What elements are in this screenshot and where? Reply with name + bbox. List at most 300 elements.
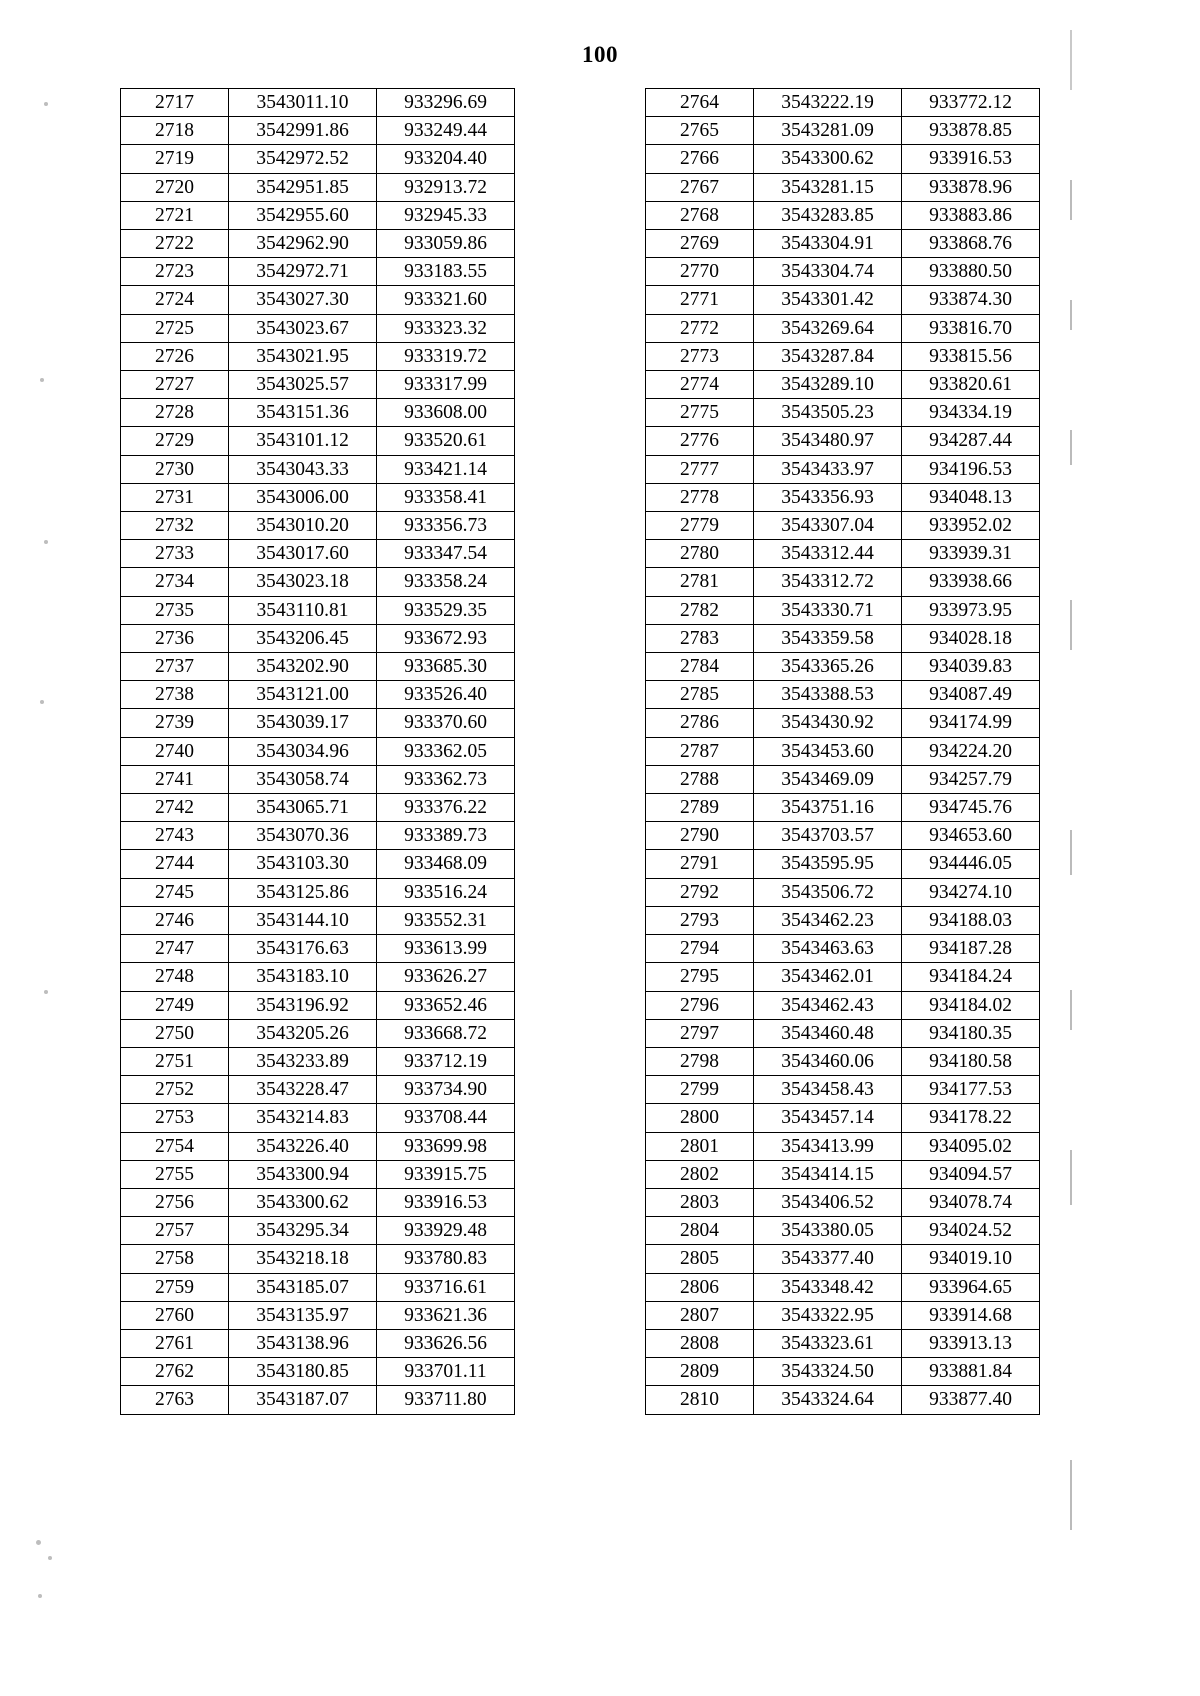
table-row (646, 145, 1040, 173)
point-id-cell: 2735 (121, 596, 229, 624)
margin-speck-2 (40, 378, 44, 382)
table-row (121, 568, 515, 596)
x-coordinate-cell: 3543281.15 (754, 173, 902, 201)
table-row (646, 512, 1040, 540)
y-coordinate-cell: 933362.05 (377, 737, 515, 765)
x-coordinate-cell: 3543506.72 (754, 878, 902, 906)
y-coordinate-cell: 934745.76 (902, 794, 1040, 822)
x-coordinate-cell: 3543287.84 (754, 342, 902, 370)
scan-edge-dash-2 (1070, 300, 1072, 330)
margin-speck-6 (36, 1540, 41, 1545)
point-id-cell: 2726 (121, 342, 229, 370)
y-coordinate-cell: 934078.74 (902, 1188, 1040, 1216)
y-coordinate-cell: 933973.95 (902, 596, 1040, 624)
table-row (646, 427, 1040, 455)
table-row (646, 1245, 1040, 1273)
y-coordinate-cell: 933626.27 (377, 963, 515, 991)
x-coordinate-cell: 3543135.97 (229, 1301, 377, 1329)
table-row (121, 1047, 515, 1075)
x-coordinate-cell: 3543023.18 (229, 568, 377, 596)
point-id-cell: 2754 (121, 1132, 229, 1160)
point-id-cell: 2805 (646, 1245, 754, 1273)
y-coordinate-cell: 933668.72 (377, 1019, 515, 1047)
table-row (121, 1386, 515, 1414)
x-coordinate-cell: 3543058.74 (229, 765, 377, 793)
point-id-cell: 2788 (646, 765, 754, 793)
point-id-cell: 2761 (121, 1329, 229, 1357)
point-id-cell: 2801 (646, 1132, 754, 1160)
x-coordinate-cell: 3543414.15 (754, 1160, 902, 1188)
margin-speck-7 (48, 1556, 52, 1560)
table-row (646, 1104, 1040, 1132)
point-id-cell: 2802 (646, 1160, 754, 1188)
table-row (121, 258, 515, 286)
margin-speck-4 (40, 700, 44, 704)
point-id-cell: 2776 (646, 427, 754, 455)
x-coordinate-cell: 3543505.23 (754, 399, 902, 427)
y-coordinate-cell: 934094.57 (902, 1160, 1040, 1188)
y-coordinate-cell: 934188.03 (902, 906, 1040, 934)
x-coordinate-cell: 3543103.30 (229, 850, 377, 878)
x-coordinate-cell: 3543480.97 (754, 427, 902, 455)
x-coordinate-cell: 3543463.63 (754, 935, 902, 963)
y-coordinate-cell: 933529.35 (377, 596, 515, 624)
y-coordinate-cell: 933916.53 (377, 1188, 515, 1216)
scan-edge-dash-5 (1070, 830, 1072, 875)
point-id-cell: 2756 (121, 1188, 229, 1216)
table-row (121, 1160, 515, 1188)
table-row (121, 935, 515, 963)
x-coordinate-cell: 3542962.90 (229, 230, 377, 258)
y-coordinate-cell: 933772.12 (902, 89, 1040, 117)
point-id-cell: 2790 (646, 822, 754, 850)
x-coordinate-cell: 3543365.26 (754, 653, 902, 681)
point-id-cell: 2774 (646, 371, 754, 399)
point-id-cell: 2798 (646, 1047, 754, 1075)
y-coordinate-cell: 933877.40 (902, 1386, 1040, 1414)
y-coordinate-cell: 934039.83 (902, 653, 1040, 681)
x-coordinate-cell: 3543151.36 (229, 399, 377, 427)
y-coordinate-cell: 934446.05 (902, 850, 1040, 878)
x-coordinate-cell: 3543458.43 (754, 1076, 902, 1104)
point-id-cell: 2750 (121, 1019, 229, 1047)
table-row (646, 399, 1040, 427)
point-id-cell: 2766 (646, 145, 754, 173)
table-row (646, 653, 1040, 681)
x-coordinate-cell: 3543301.42 (754, 286, 902, 314)
y-coordinate-cell: 933874.30 (902, 286, 1040, 314)
x-coordinate-cell: 3543703.57 (754, 822, 902, 850)
x-coordinate-cell: 3543125.86 (229, 878, 377, 906)
x-coordinate-cell: 3543413.99 (754, 1132, 902, 1160)
x-coordinate-cell: 3543110.81 (229, 596, 377, 624)
scan-edge-dash-3 (1070, 430, 1072, 465)
y-coordinate-cell: 933358.24 (377, 568, 515, 596)
x-coordinate-cell: 3543011.10 (229, 89, 377, 117)
x-coordinate-cell: 3543228.47 (229, 1076, 377, 1104)
table-row (121, 737, 515, 765)
x-coordinate-cell: 3543430.92 (754, 709, 902, 737)
table-row (121, 596, 515, 624)
x-coordinate-cell: 3543065.71 (229, 794, 377, 822)
y-coordinate-cell: 934334.19 (902, 399, 1040, 427)
table-row (646, 201, 1040, 229)
y-coordinate-cell: 933734.90 (377, 1076, 515, 1104)
table-row (646, 1217, 1040, 1245)
point-id-cell: 2807 (646, 1301, 754, 1329)
y-coordinate-cell: 933881.84 (902, 1358, 1040, 1386)
table-row (121, 1019, 515, 1047)
x-coordinate-cell: 3543469.09 (754, 765, 902, 793)
point-id-cell: 2765 (646, 117, 754, 145)
y-coordinate-cell: 934257.79 (902, 765, 1040, 793)
y-coordinate-cell: 933296.69 (377, 89, 515, 117)
table-row (121, 512, 515, 540)
y-coordinate-cell: 933323.32 (377, 314, 515, 342)
margin-speck-5 (44, 990, 48, 994)
y-coordinate-cell: 934178.22 (902, 1104, 1040, 1132)
y-coordinate-cell: 933516.24 (377, 878, 515, 906)
point-id-cell: 2772 (646, 314, 754, 342)
point-id-cell: 2780 (646, 540, 754, 568)
point-id-cell: 2724 (121, 286, 229, 314)
point-id-cell: 2720 (121, 173, 229, 201)
y-coordinate-cell: 933708.44 (377, 1104, 515, 1132)
x-coordinate-cell: 3543218.18 (229, 1245, 377, 1273)
table-row (646, 1132, 1040, 1160)
x-coordinate-cell: 3543453.60 (754, 737, 902, 765)
x-coordinate-cell: 3543462.23 (754, 906, 902, 934)
point-id-cell: 2809 (646, 1358, 754, 1386)
table-row (646, 963, 1040, 991)
point-id-cell: 2779 (646, 512, 754, 540)
point-id-cell: 2782 (646, 596, 754, 624)
table-row (121, 371, 515, 399)
point-id-cell: 2748 (121, 963, 229, 991)
scan-edge-line (1070, 30, 1072, 90)
table-row (121, 1217, 515, 1245)
point-id-cell: 2746 (121, 906, 229, 934)
x-coordinate-cell: 3543006.00 (229, 483, 377, 511)
table-row (121, 117, 515, 145)
y-coordinate-cell: 933347.54 (377, 540, 515, 568)
y-coordinate-cell: 933376.22 (377, 794, 515, 822)
point-id-cell: 2796 (646, 991, 754, 1019)
point-id-cell: 2771 (646, 286, 754, 314)
y-coordinate-cell: 933716.61 (377, 1273, 515, 1301)
point-id-cell: 2793 (646, 906, 754, 934)
table-row (121, 850, 515, 878)
margin-speck-8 (38, 1594, 42, 1598)
table-row (646, 371, 1040, 399)
y-coordinate-cell: 933204.40 (377, 145, 515, 173)
scan-edge-dash-4 (1070, 600, 1072, 650)
x-coordinate-cell: 3543462.43 (754, 991, 902, 1019)
x-coordinate-cell: 3543304.74 (754, 258, 902, 286)
scan-edge-dash-8 (1070, 1460, 1072, 1530)
y-coordinate-cell: 933552.31 (377, 906, 515, 934)
point-id-cell: 2758 (121, 1245, 229, 1273)
y-coordinate-cell: 933916.53 (902, 145, 1040, 173)
y-coordinate-cell: 933939.31 (902, 540, 1040, 568)
point-id-cell: 2800 (646, 1104, 754, 1132)
table-row (646, 455, 1040, 483)
point-id-cell: 2755 (121, 1160, 229, 1188)
x-coordinate-cell: 3543595.95 (754, 850, 902, 878)
x-coordinate-cell: 3543300.94 (229, 1160, 377, 1188)
table-row (121, 681, 515, 709)
table-row (646, 596, 1040, 624)
point-id-cell: 2749 (121, 991, 229, 1019)
x-coordinate-cell: 3543460.48 (754, 1019, 902, 1047)
table-row (121, 286, 515, 314)
table-row (121, 1104, 515, 1132)
point-id-cell: 2781 (646, 568, 754, 596)
right-coordinate-table (645, 88, 1040, 1415)
y-coordinate-cell: 934019.10 (902, 1245, 1040, 1273)
x-coordinate-cell: 3543025.57 (229, 371, 377, 399)
table-row (121, 765, 515, 793)
x-coordinate-cell: 3543406.52 (754, 1188, 902, 1216)
table-row (121, 173, 515, 201)
y-coordinate-cell: 933183.55 (377, 258, 515, 286)
y-coordinate-cell: 933358.41 (377, 483, 515, 511)
x-coordinate-cell: 3543043.33 (229, 455, 377, 483)
table-row (646, 483, 1040, 511)
y-coordinate-cell: 933964.65 (902, 1273, 1040, 1301)
x-coordinate-cell: 3543034.96 (229, 737, 377, 765)
point-id-cell: 2728 (121, 399, 229, 427)
y-coordinate-cell: 933608.00 (377, 399, 515, 427)
y-coordinate-cell: 934653.60 (902, 822, 1040, 850)
table-row (121, 1076, 515, 1104)
point-id-cell: 2799 (646, 1076, 754, 1104)
y-coordinate-cell: 933319.72 (377, 342, 515, 370)
point-id-cell: 2733 (121, 540, 229, 568)
x-coordinate-cell: 3543300.62 (754, 145, 902, 173)
y-coordinate-cell: 933952.02 (902, 512, 1040, 540)
x-coordinate-cell: 3543214.83 (229, 1104, 377, 1132)
table-row (646, 878, 1040, 906)
table-row (121, 1245, 515, 1273)
table-row (121, 963, 515, 991)
point-id-cell: 2757 (121, 1217, 229, 1245)
point-id-cell: 2742 (121, 794, 229, 822)
y-coordinate-cell: 933711.80 (377, 1386, 515, 1414)
x-coordinate-cell: 3543460.06 (754, 1047, 902, 1075)
y-coordinate-cell: 933672.93 (377, 624, 515, 652)
point-id-cell: 2719 (121, 145, 229, 173)
table-row (121, 1358, 515, 1386)
table-row (121, 89, 515, 117)
x-coordinate-cell: 3543324.50 (754, 1358, 902, 1386)
x-coordinate-cell: 3543356.93 (754, 483, 902, 511)
table-row (646, 822, 1040, 850)
y-coordinate-cell: 933468.09 (377, 850, 515, 878)
x-coordinate-cell: 3543017.60 (229, 540, 377, 568)
point-id-cell: 2751 (121, 1047, 229, 1075)
table-row (646, 89, 1040, 117)
y-coordinate-cell: 933883.86 (902, 201, 1040, 229)
point-id-cell: 2743 (121, 822, 229, 850)
point-id-cell: 2759 (121, 1273, 229, 1301)
x-coordinate-cell: 3543462.01 (754, 963, 902, 991)
point-id-cell: 2806 (646, 1273, 754, 1301)
y-coordinate-cell: 934087.49 (902, 681, 1040, 709)
point-id-cell: 2791 (646, 850, 754, 878)
y-coordinate-cell: 933370.60 (377, 709, 515, 737)
point-id-cell: 2730 (121, 455, 229, 483)
x-coordinate-cell: 3542972.52 (229, 145, 377, 173)
table-row (121, 314, 515, 342)
coordinate-tables-container (120, 88, 1080, 1415)
point-id-cell: 2803 (646, 1188, 754, 1216)
y-coordinate-cell: 933712.19 (377, 1047, 515, 1075)
x-coordinate-cell: 3542991.86 (229, 117, 377, 145)
y-coordinate-cell: 933356.73 (377, 512, 515, 540)
y-coordinate-cell: 933621.36 (377, 1301, 515, 1329)
right-table-body (646, 89, 1040, 1415)
x-coordinate-cell: 3543307.04 (754, 512, 902, 540)
table-row (646, 117, 1040, 145)
y-coordinate-cell: 934177.53 (902, 1076, 1040, 1104)
x-coordinate-cell: 3543388.53 (754, 681, 902, 709)
x-coordinate-cell: 3543457.14 (754, 1104, 902, 1132)
point-id-cell: 2723 (121, 258, 229, 286)
point-id-cell: 2760 (121, 1301, 229, 1329)
x-coordinate-cell: 3543348.42 (754, 1273, 902, 1301)
point-id-cell: 2727 (121, 371, 229, 399)
y-coordinate-cell: 934287.44 (902, 427, 1040, 455)
table-row (646, 850, 1040, 878)
x-coordinate-cell: 3543202.90 (229, 653, 377, 681)
x-coordinate-cell: 3543330.71 (754, 596, 902, 624)
point-id-cell: 2767 (646, 173, 754, 201)
table-row (646, 1019, 1040, 1047)
point-id-cell: 2773 (646, 342, 754, 370)
y-coordinate-cell: 933685.30 (377, 653, 515, 681)
x-coordinate-cell: 3543205.26 (229, 1019, 377, 1047)
x-coordinate-cell: 3543183.10 (229, 963, 377, 991)
y-coordinate-cell: 933868.76 (902, 230, 1040, 258)
y-coordinate-cell: 933699.98 (377, 1132, 515, 1160)
y-coordinate-cell: 933780.83 (377, 1245, 515, 1273)
y-coordinate-cell: 932913.72 (377, 173, 515, 201)
table-row (646, 1386, 1040, 1414)
table-row (646, 230, 1040, 258)
table-row (121, 991, 515, 1019)
point-id-cell: 2810 (646, 1386, 754, 1414)
y-coordinate-cell: 933913.13 (902, 1329, 1040, 1357)
y-coordinate-cell: 934048.13 (902, 483, 1040, 511)
table-row (646, 1047, 1040, 1075)
x-coordinate-cell: 3543185.07 (229, 1273, 377, 1301)
x-coordinate-cell: 3542972.71 (229, 258, 377, 286)
point-id-cell: 2721 (121, 201, 229, 229)
point-id-cell: 2792 (646, 878, 754, 906)
y-coordinate-cell: 934028.18 (902, 624, 1040, 652)
y-coordinate-cell: 933520.61 (377, 427, 515, 455)
point-id-cell: 2804 (646, 1217, 754, 1245)
table-row (646, 906, 1040, 934)
x-coordinate-cell: 3543324.64 (754, 1386, 902, 1414)
x-coordinate-cell: 3543226.40 (229, 1132, 377, 1160)
table-row (646, 1160, 1040, 1188)
point-id-cell: 2731 (121, 483, 229, 511)
table-row (121, 483, 515, 511)
x-coordinate-cell: 3543206.45 (229, 624, 377, 652)
table-row (646, 568, 1040, 596)
point-id-cell: 2738 (121, 681, 229, 709)
table-row (646, 342, 1040, 370)
table-row (646, 1076, 1040, 1104)
point-id-cell: 2777 (646, 455, 754, 483)
table-row (646, 314, 1040, 342)
point-id-cell: 2764 (646, 89, 754, 117)
y-coordinate-cell: 934274.10 (902, 878, 1040, 906)
x-coordinate-cell: 3543021.95 (229, 342, 377, 370)
x-coordinate-cell: 3543138.96 (229, 1329, 377, 1357)
point-id-cell: 2734 (121, 568, 229, 596)
x-coordinate-cell: 3543187.07 (229, 1386, 377, 1414)
table-row (121, 822, 515, 850)
x-coordinate-cell: 3543377.40 (754, 1245, 902, 1273)
point-id-cell: 2775 (646, 399, 754, 427)
point-id-cell: 2744 (121, 850, 229, 878)
y-coordinate-cell: 933059.86 (377, 230, 515, 258)
point-id-cell: 2762 (121, 1358, 229, 1386)
point-id-cell: 2778 (646, 483, 754, 511)
point-id-cell: 2736 (121, 624, 229, 652)
table-row (121, 399, 515, 427)
table-row (121, 1301, 515, 1329)
y-coordinate-cell: 934180.35 (902, 1019, 1040, 1047)
y-coordinate-cell: 933938.66 (902, 568, 1040, 596)
table-row (646, 1188, 1040, 1216)
y-coordinate-cell: 933914.68 (902, 1301, 1040, 1329)
table-row (121, 145, 515, 173)
margin-speck-3 (44, 540, 48, 544)
x-coordinate-cell: 3543027.30 (229, 286, 377, 314)
y-coordinate-cell: 934184.02 (902, 991, 1040, 1019)
table-row (121, 906, 515, 934)
left-table-body (121, 89, 515, 1415)
point-id-cell: 2795 (646, 963, 754, 991)
point-id-cell: 2794 (646, 935, 754, 963)
scan-edge-dash-7 (1070, 1150, 1072, 1205)
table-row (121, 230, 515, 258)
x-coordinate-cell: 3543295.34 (229, 1217, 377, 1245)
table-row (646, 624, 1040, 652)
table-row (646, 1301, 1040, 1329)
table-row (646, 1358, 1040, 1386)
table-row (121, 624, 515, 652)
y-coordinate-cell: 933820.61 (902, 371, 1040, 399)
y-coordinate-cell: 932945.33 (377, 201, 515, 229)
point-id-cell: 2753 (121, 1104, 229, 1132)
point-id-cell: 2747 (121, 935, 229, 963)
y-coordinate-cell: 933652.46 (377, 991, 515, 1019)
point-id-cell: 2785 (646, 681, 754, 709)
table-row (646, 935, 1040, 963)
left-coordinate-table (120, 88, 515, 1415)
x-coordinate-cell: 3543180.85 (229, 1358, 377, 1386)
point-id-cell: 2783 (646, 624, 754, 652)
x-coordinate-cell: 3542955.60 (229, 201, 377, 229)
y-coordinate-cell: 933613.99 (377, 935, 515, 963)
table-row (121, 427, 515, 455)
table-row (646, 765, 1040, 793)
